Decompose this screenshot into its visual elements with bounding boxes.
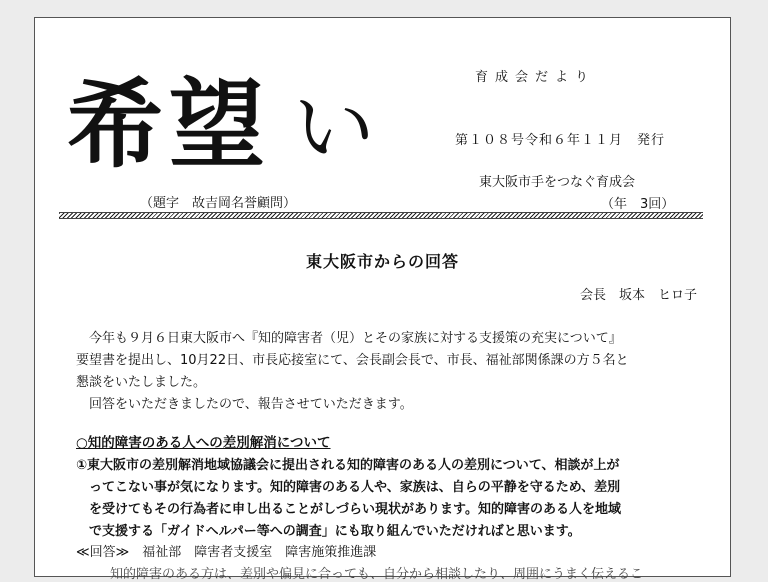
organization-name: 東大阪市手をつなぐ育成会 — [479, 175, 636, 190]
annual-issue-count: （年 3回） — [601, 197, 675, 212]
intro-line: 今年も９月６日東大阪市へ『知的障害者（児）とその家族に対する支援策の充実について』 — [76, 331, 622, 346]
item-line: で支援する「ガイドヘルパー等への調査」にも取り組んでいただければと思います。 — [76, 524, 581, 539]
intro-line: 回答をいただきましたので、報告させていただきます。 — [76, 397, 413, 412]
intro-line: 要望書を提出し、10月22日、市長応接室にて、会長副会長で、市長、福祉部関係課の方５名と — [76, 353, 629, 368]
answer-label: ≪回答≫ 福祉部 障害者支援室 障害施策推進課 — [76, 545, 377, 560]
publication-name: 育成会だより — [475, 70, 596, 85]
article-title: 東大阪市からの回答 — [305, 252, 459, 271]
newsletter-page — [34, 17, 731, 582]
section-heading: ○知的障害のある人への差別解消について — [76, 435, 331, 451]
masthead-divider — [59, 212, 703, 219]
item-line: ①東大阪市の差別解消地域協議会に提出される知的障害のある人の差別について、相談が上が — [76, 458, 620, 473]
calligraphy-title — [65, 46, 395, 206]
title-main: 希望 — [67, 68, 271, 181]
article-author: 会長 坂本 ヒロ子 — [580, 288, 698, 303]
item-line: ってこない事が気になります。知的障害のある人や、家族は、自らの平静を守るため、差別 — [76, 480, 621, 495]
masthead — [35, 18, 730, 218]
issue-number: 第１０８号令和６年１１月 発行 — [455, 133, 666, 148]
answer-text-partial: 知的障害のある方は、差別や偏見に合っても、自分から相談したり、周囲にうまく伝えるこ — [97, 567, 644, 582]
intro-line: 懇談をいたしました。 — [76, 375, 207, 390]
calligraphy-caption: （題字 故吉岡名誉顧問） — [140, 196, 297, 211]
item-line: を受けてもその行為者に申し出ることがしづらい現状があります。知的障害のある人を地域 — [76, 502, 621, 517]
title-suffix: い — [293, 81, 376, 176]
